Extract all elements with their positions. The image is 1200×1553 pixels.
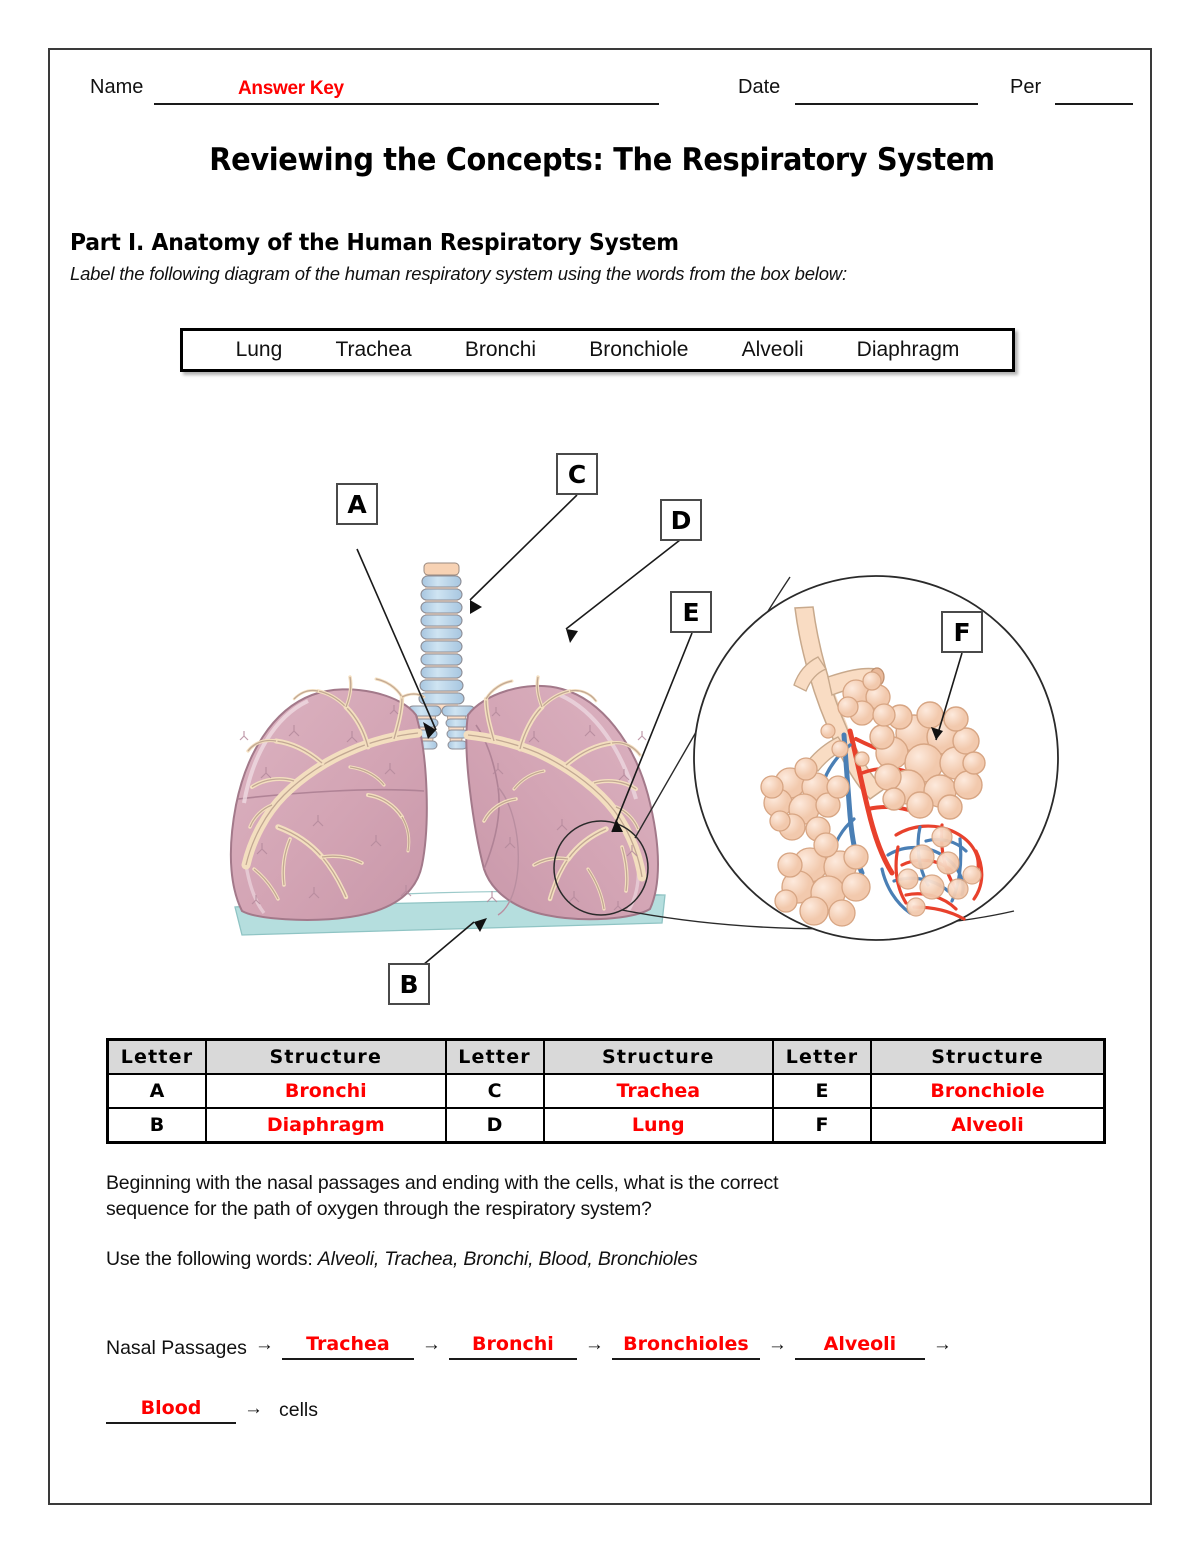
label-box-a: A [336, 483, 378, 525]
word-bank [180, 328, 1015, 372]
arrowhead-c [470, 600, 482, 614]
table-cell-letter: E [773, 1074, 871, 1108]
arrow-icon: → [932, 1334, 952, 1355]
word-bank-item: Diaphragm [856, 338, 960, 361]
per-blank-rule[interactable] [1055, 103, 1133, 105]
sequence-end-label: cells [279, 1399, 319, 1421]
sequence-row-2 [106, 1378, 1096, 1424]
arrow-icon: → [767, 1334, 787, 1355]
name-value: Answer Key [238, 78, 344, 99]
table-header-cell: Letter [773, 1040, 871, 1075]
leader-line-c [470, 495, 577, 600]
table-cell-letter: B [108, 1108, 207, 1143]
part-1-instruction: Label the following diagram of the human respiratory system using the words from the box below: [70, 263, 847, 284]
answer-table-wrapper [106, 1038, 1106, 1144]
sequence-answer-area [106, 1314, 1096, 1424]
word-bank-item: Bronchiole [589, 338, 689, 361]
label-box-e: E [670, 591, 712, 633]
right-lung-shape [466, 677, 658, 919]
arrow-icon: → [584, 1334, 604, 1355]
table-row [108, 1074, 1105, 1108]
word-bank-list [183, 331, 1012, 369]
left-lung-shape [231, 677, 427, 920]
table-cell-letter: D [446, 1108, 544, 1143]
table-header-cell: Structure [871, 1040, 1105, 1075]
table-cell-structure[interactable]: Bronchi [206, 1074, 446, 1108]
sequence-blank-1[interactable] [282, 1328, 414, 1360]
arrowhead-d [566, 629, 578, 643]
date-label: Date [738, 76, 781, 98]
sequence-start-label: Nasal Passages [106, 1337, 247, 1359]
date-blank-rule[interactable] [795, 103, 978, 105]
table-cell-letter: A [108, 1074, 207, 1108]
table-header-cell: Letter [108, 1040, 207, 1075]
table-cell-structure[interactable]: Bronchiole [871, 1074, 1105, 1108]
table-row [108, 1108, 1105, 1143]
table-cell-structure[interactable]: Alveoli [871, 1108, 1105, 1143]
sequence-row-1 [106, 1314, 1096, 1360]
page-title: Reviewing the Concepts: The Respiratory System [209, 142, 995, 178]
word-bank-item: Trachea [335, 338, 412, 361]
table-header-cell: Structure [206, 1040, 446, 1075]
part-1-heading: Part I. Anatomy of the Human Respiratory System [70, 230, 679, 256]
sequence-answer-4: Alveoli [823, 1333, 897, 1355]
label-box-c: C [556, 453, 598, 495]
sequence-blank-2[interactable] [449, 1328, 577, 1360]
arrow-icon: → [421, 1334, 441, 1355]
table-cell-letter: C [446, 1074, 544, 1108]
table-cell-structure[interactable]: Trachea [544, 1074, 773, 1108]
table-header-cell: Letter [446, 1040, 544, 1075]
sequence-blank-3[interactable] [612, 1328, 760, 1360]
arrow-icon: → [244, 1398, 263, 1419]
word-bank-item: Alveoli [741, 338, 804, 361]
sequence-answer-5: Blood [140, 1397, 202, 1419]
table-cell-structure[interactable]: Diaphragm [206, 1108, 446, 1143]
diagram-artwork [50, 395, 1154, 1015]
table-header-cell: Structure [544, 1040, 773, 1075]
label-box-d: D [660, 499, 702, 541]
sequence-question [106, 1170, 1096, 1271]
label-box-b: B [388, 963, 430, 1005]
question-line-2: sequence for the path of oxygen through the respiratory system? [106, 1198, 652, 1220]
name-label: Name [90, 76, 144, 98]
sequence-answer-2: Bronchi [472, 1333, 554, 1355]
leader-line-d [566, 540, 680, 629]
leader-line-e [612, 633, 692, 832]
name-blank-rule[interactable] [154, 103, 659, 105]
respiratory-system-diagram [50, 395, 1154, 1015]
alveoli-detail-circle [694, 576, 1058, 940]
arrow-icon: → [254, 1334, 274, 1355]
answer-table [106, 1038, 1106, 1144]
use-words-list: Alveoli, Trachea, Bronchi, Blood, Bronchioles [317, 1248, 698, 1270]
table-cell-structure[interactable]: Lung [544, 1108, 773, 1143]
sequence-blank-4[interactable] [795, 1328, 925, 1360]
word-bank-item: Bronchi [464, 338, 537, 361]
header-fields [90, 68, 1110, 108]
sequence-answer-1: Trachea [306, 1333, 390, 1355]
label-box-f: F [941, 611, 983, 653]
sequence-answer-3: Bronchioles [623, 1333, 749, 1355]
use-words-line [106, 1248, 1096, 1271]
question-line-1: Beginning with the nasal passages and ending with the cells, what is the correct [106, 1172, 779, 1194]
use-words-prefix: Use the following words: [106, 1248, 318, 1270]
worksheet-page [48, 48, 1152, 1505]
per-label: Per [1010, 76, 1042, 98]
table-header-row [108, 1040, 1105, 1075]
sequence-blank-5[interactable] [106, 1392, 236, 1424]
table-cell-letter: F [773, 1108, 871, 1143]
word-bank-item: Lung [235, 338, 283, 361]
